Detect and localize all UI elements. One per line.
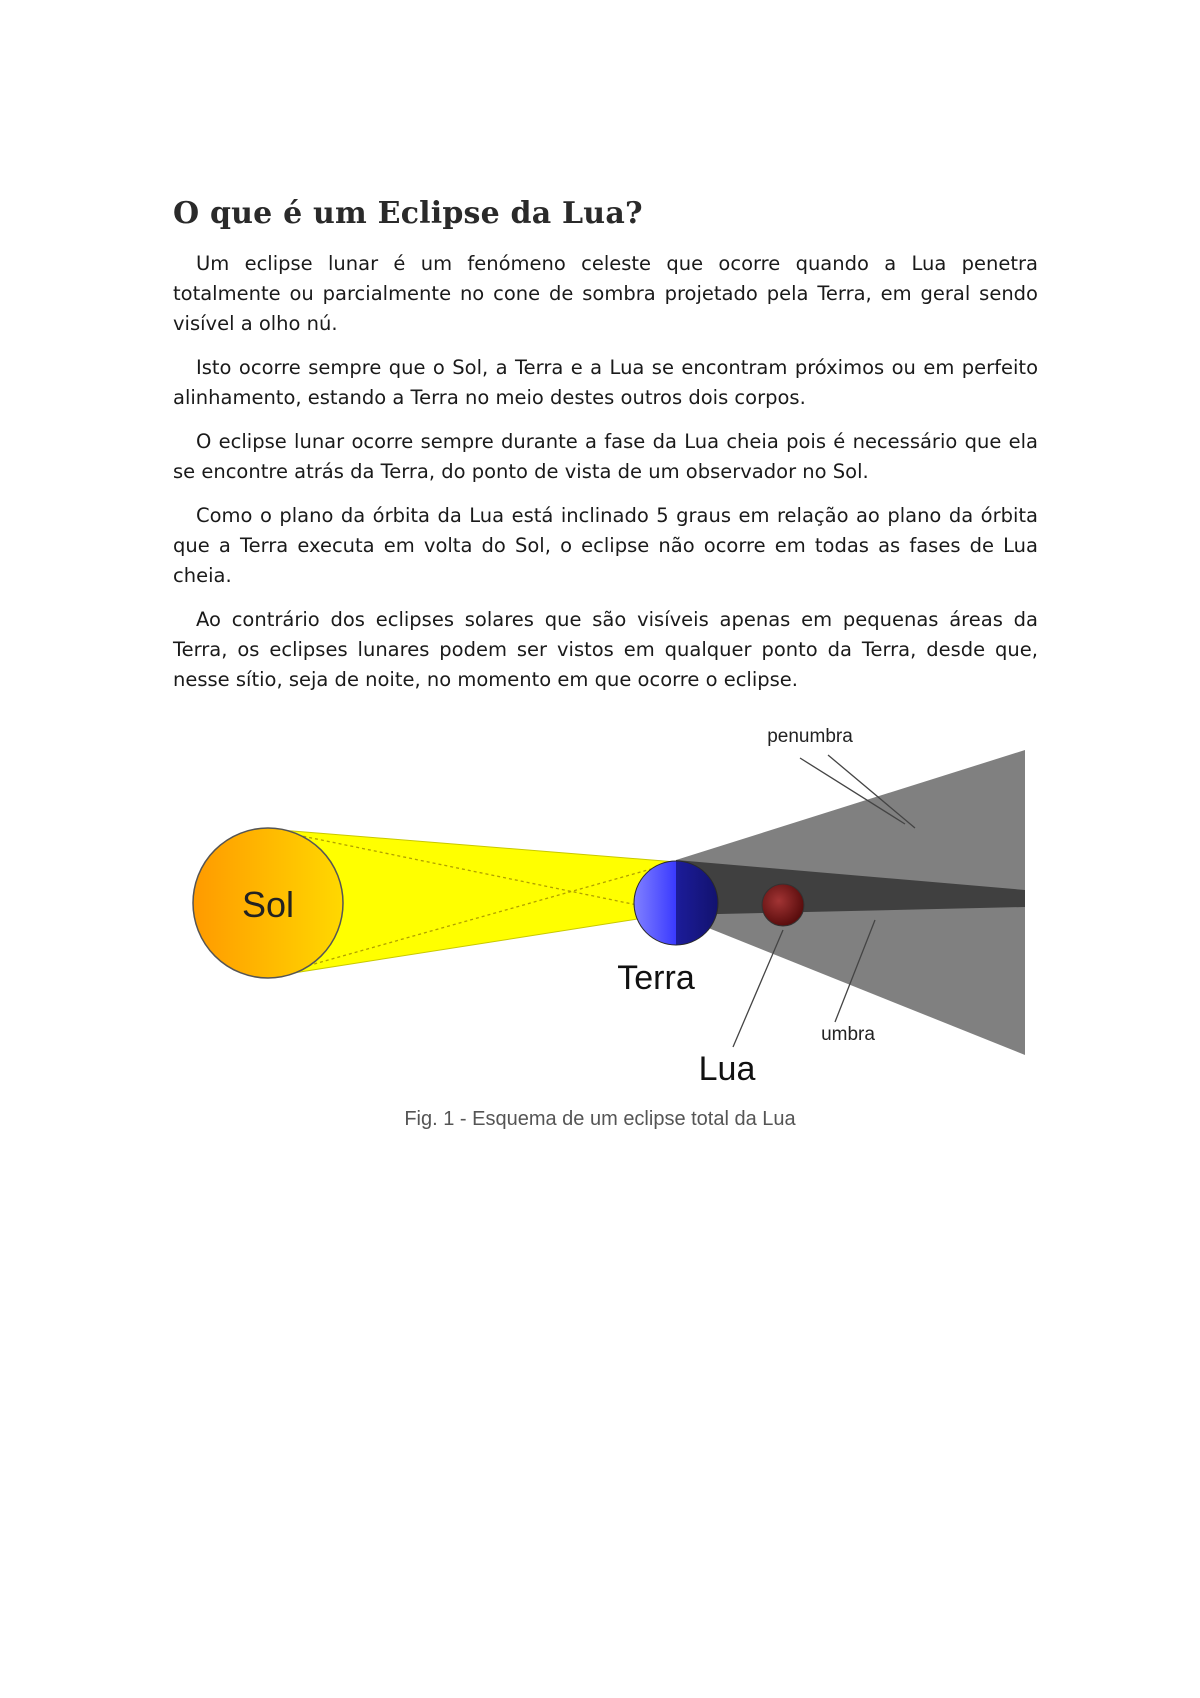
- sun-label: Sol: [241, 884, 295, 925]
- earth-label: Terra: [617, 959, 695, 997]
- page-title: O que é um Eclipse da Lua?: [173, 196, 643, 231]
- paragraph-2: Isto ocorre sempre que o Sol, a Terra e a Lua se encontram próximos ou em perfeito alinhamento, estando a Terra no meio destes outros dois corpos.: [173, 356, 1038, 409]
- figure-caption: Fig. 1 - Esquema de um eclipse total da Lua: [404, 1108, 796, 1130]
- document-page: [173, 196, 1038, 709]
- earth-circle: [634, 861, 718, 945]
- paragraph-5: Ao contrário dos eclipses solares que são visíveis apenas em pequenas áreas da Terra, os eclipses lunares podem ser vistos em qualquer ponto da Terra, desde que, nesse sítio, seja de noite, no momento em que ocorre o eclipse.: [173, 608, 1038, 691]
- penumbra-label: penumbra: [767, 726, 853, 747]
- moon-circle: [762, 884, 804, 926]
- eclipse-diagram: [180, 725, 1040, 1095]
- moon-label: Lua: [698, 1050, 756, 1088]
- paragraph-3: O eclipse lunar ocorre sempre durante a fase da Lua cheia pois é necessário que ela se encontre atrás da Terra, do ponto de vista de um observador no Sol.: [173, 430, 1038, 483]
- paragraph-1: Um eclipse lunar é um fenómeno celeste que ocorre quando a Lua penetra totalmente ou parcialmente no cone de sombra projetado pela Terra, em geral sendo visível a olho nú.: [173, 252, 1038, 335]
- umbra-label: umbra: [821, 1024, 875, 1045]
- paragraph-4: Como o plano da órbita da Lua está inclinado 5 graus em relação ao plano da órbita que a Terra executa em volta do Sol, o eclipse não ocorre em todas as fases de Lua cheia.: [173, 504, 1038, 587]
